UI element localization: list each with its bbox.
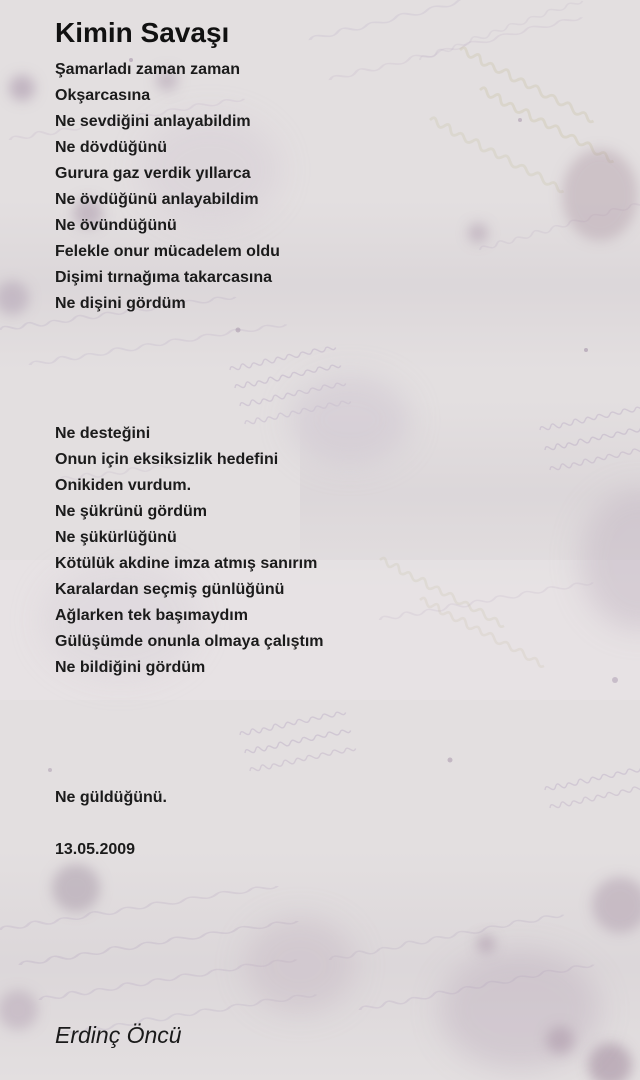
poem-line: Felekle onur mücadelem oldu (55, 243, 280, 260)
poem-line: Ne dişini gördüm (55, 295, 186, 312)
poem-line: Ağlarken tek başımaydım (55, 607, 248, 624)
poem-date: 13.05.2009 (55, 841, 136, 858)
poem-line (55, 681, 324, 707)
poem-line: Ne şükrünü gördüm (55, 503, 208, 520)
poem-line: Ne sevdiğini anlayabildim (55, 113, 251, 130)
poem-line: Okşarcasına (55, 87, 151, 104)
poem-title: Kimin Savaşı (55, 17, 230, 48)
poem-line: Gurura gaz verdik yıllarca (55, 165, 251, 182)
poem-line: Ne övdüğünü anlayabildim (55, 191, 259, 208)
poem-line: Ne güldüğünü. (55, 789, 167, 806)
poem-line: Dişimi tırnağıma takarcasına (55, 269, 272, 286)
poem-line: Ne şükürlüğünü (55, 529, 177, 546)
poem-line: Şamarladı zaman zaman (55, 61, 240, 78)
poem-line: Onun için eksiksizlik hedefini (55, 451, 279, 468)
poem-content (55, 17, 324, 863)
poem-line (55, 317, 324, 343)
poem-line (55, 369, 324, 395)
poem-line: Ne desteğini (55, 425, 151, 442)
poem-line: Ne dövdüğünü (55, 139, 167, 156)
poem-line: Kötülük akdine imza atmış sanırım (55, 555, 318, 572)
poem-line (55, 707, 324, 733)
poem-author-signature: Erdinç Öncü (55, 1022, 182, 1048)
poem-line (55, 759, 324, 785)
poem-line (55, 733, 324, 759)
poem-line: Onikiden vurdum. (55, 477, 192, 494)
poem-line (55, 343, 324, 369)
poem-line: Ne övündüğünü (55, 217, 177, 234)
poem-line: Gülüşümde onunla olmaya çalıştım (55, 633, 324, 650)
poem-line: Karalardan seçmiş günlüğünü (55, 581, 285, 598)
poem-body (55, 57, 324, 811)
poem-line (55, 395, 324, 421)
poem-line: Ne bildiğini gördüm (55, 659, 206, 676)
